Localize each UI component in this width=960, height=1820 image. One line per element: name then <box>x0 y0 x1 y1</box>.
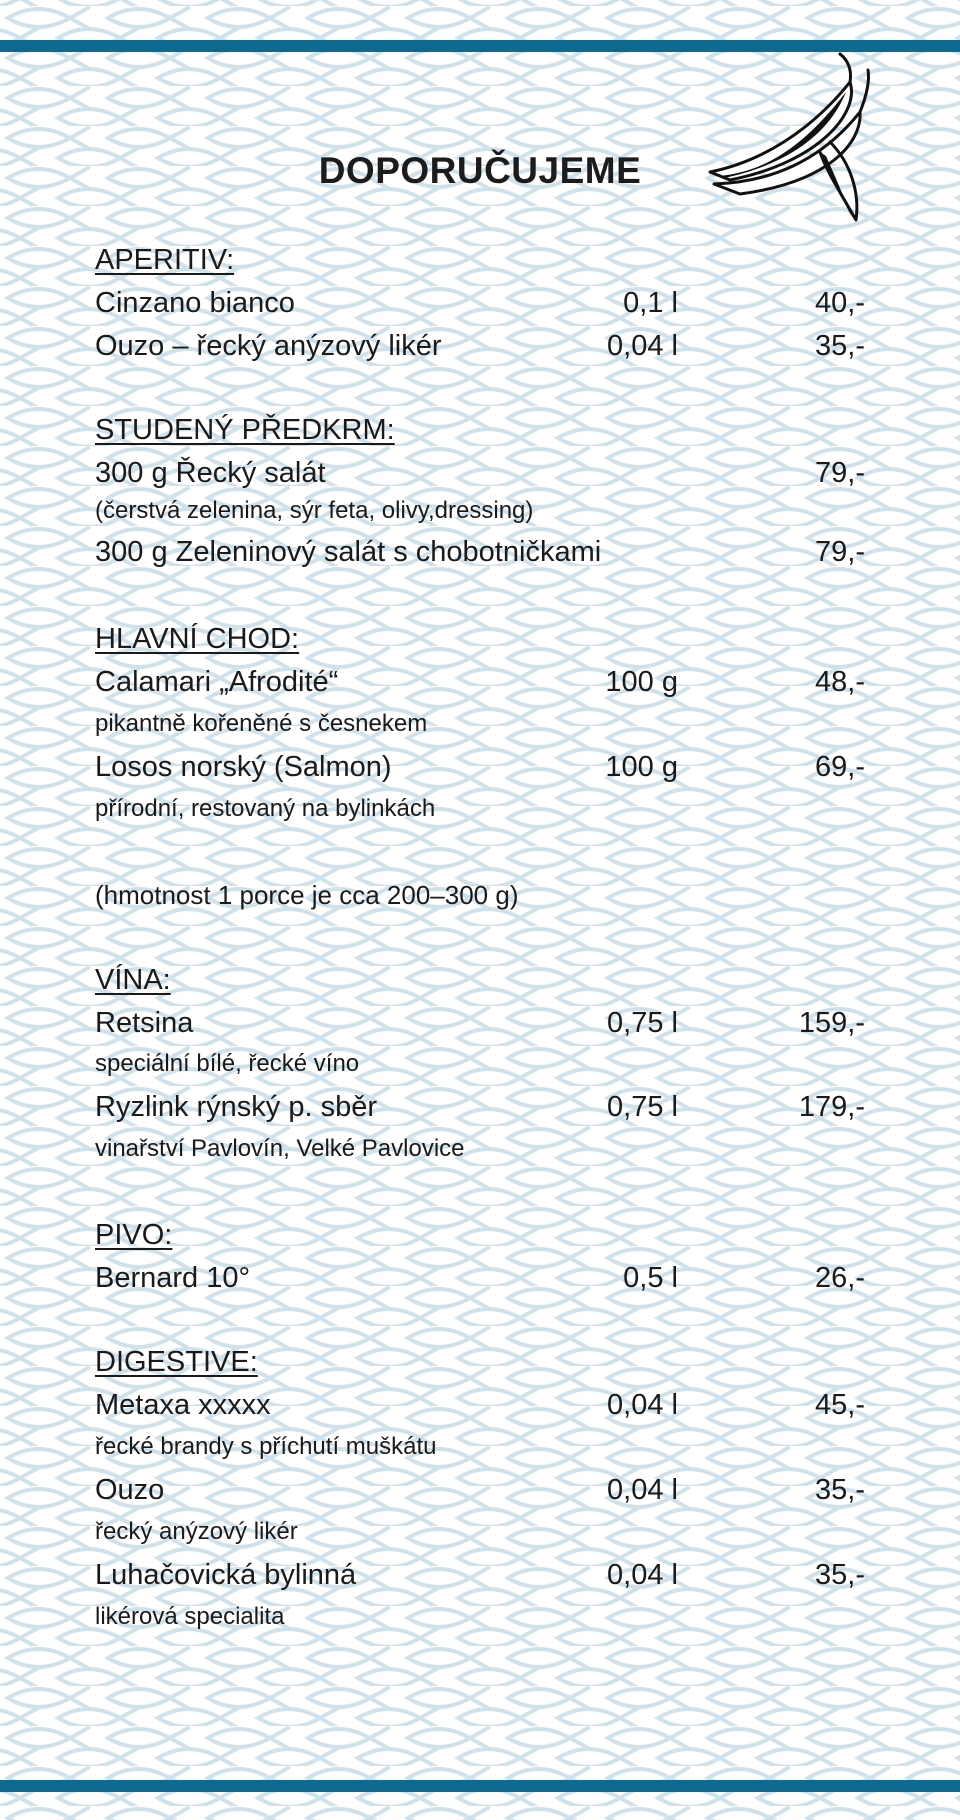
page-title: DOPORUČUJEME <box>318 150 642 191</box>
item-description: pikantně kořeněné s česnekem <box>95 710 428 737</box>
item-price: 159,- <box>798 1007 865 1039</box>
item-description: speciální bílé, řecké víno <box>95 1050 360 1077</box>
item-quantity: 100 g <box>605 666 678 698</box>
portion-note: (hmotnost 1 porce je cca 200–300 g) <box>95 880 519 910</box>
item-price: 79,- <box>815 536 865 568</box>
item-price: 35,- <box>815 1559 865 1591</box>
item-price: 48,- <box>815 666 865 698</box>
menu-item <box>95 1087 865 1127</box>
item-quantity: 0,1 l <box>623 287 678 319</box>
menu-item <box>95 1258 865 1298</box>
menu-item <box>95 1470 865 1510</box>
menu-item <box>95 326 865 366</box>
item-name: Retsina <box>95 1007 194 1039</box>
menu-item <box>95 662 865 702</box>
item-price: 35,- <box>815 330 865 362</box>
item-description: likérová specialita <box>95 1603 285 1630</box>
menu-item <box>95 747 865 787</box>
item-name: Cinzano bianco <box>95 287 295 319</box>
item-quantity: 100 g <box>605 751 678 783</box>
section-heading-predkrm: STUDENÝ PŘEDKRM: <box>95 414 395 446</box>
item-price: 26,- <box>815 1262 865 1294</box>
item-name: 300 g Zeleninový salát s chobotničkami <box>95 536 602 568</box>
item-price: 35,- <box>815 1474 865 1506</box>
item-price: 79,- <box>815 457 865 489</box>
item-quantity: 0,5 l <box>623 1262 678 1294</box>
item-quantity: 0,04 l <box>607 1559 678 1591</box>
item-name: Luhačovická bylinná <box>95 1559 357 1591</box>
bottom-color-band <box>0 1780 960 1792</box>
item-quantity: 0,04 l <box>607 330 678 362</box>
top-color-band <box>0 40 960 52</box>
item-description: řecké brandy s příchutí muškátu <box>95 1433 437 1460</box>
item-quantity: 0,04 l <box>607 1389 678 1421</box>
item-description: řecký anýzový likér <box>95 1518 298 1545</box>
section-heading-pivo: PIVO: <box>95 1219 173 1251</box>
item-name: Ryzlink rýnský p. sběr <box>95 1091 378 1123</box>
pepper-illustration-icon <box>700 52 876 222</box>
menu-item <box>95 1555 865 1595</box>
section-heading-aperitiv: APERITIV: <box>95 244 235 276</box>
section-heading-vina: VÍNA: <box>95 964 171 996</box>
item-name: Bernard 10° <box>95 1262 251 1294</box>
menu-item <box>95 453 865 493</box>
item-description: vinařství Pavlovín, Velké Pavlovice <box>95 1135 465 1162</box>
item-description: přírodní, restovaný na bylinkách <box>95 795 436 822</box>
item-description: (čerstvá zelenina, sýr feta, olivy,dressing) <box>95 497 534 524</box>
item-quantity: 0,04 l <box>607 1474 678 1506</box>
item-quantity: 0,75 l <box>607 1091 678 1123</box>
item-price: 40,- <box>815 287 865 319</box>
menu-item <box>95 532 865 572</box>
menu-item <box>95 1003 865 1043</box>
item-name: Losos norský (Salmon) <box>95 751 392 783</box>
item-name: Metaxa xxxxx <box>95 1389 271 1421</box>
item-name: Calamari „Afrodité“ <box>95 666 339 698</box>
item-price: 45,- <box>815 1389 865 1421</box>
item-quantity: 0,75 l <box>607 1007 678 1039</box>
menu-item <box>95 283 865 323</box>
menu-item <box>95 1385 865 1425</box>
item-price: 179,- <box>798 1091 865 1123</box>
item-price: 69,- <box>815 751 865 783</box>
section-heading-hlavni: HLAVNÍ CHOD: <box>95 623 300 655</box>
item-name: Ouzo – řecký anýzový likér <box>95 330 442 362</box>
section-heading-digestive: DIGESTIVE: <box>95 1346 258 1378</box>
item-name: 300 g Řecký salát <box>95 457 326 489</box>
item-name: Ouzo <box>95 1474 165 1506</box>
